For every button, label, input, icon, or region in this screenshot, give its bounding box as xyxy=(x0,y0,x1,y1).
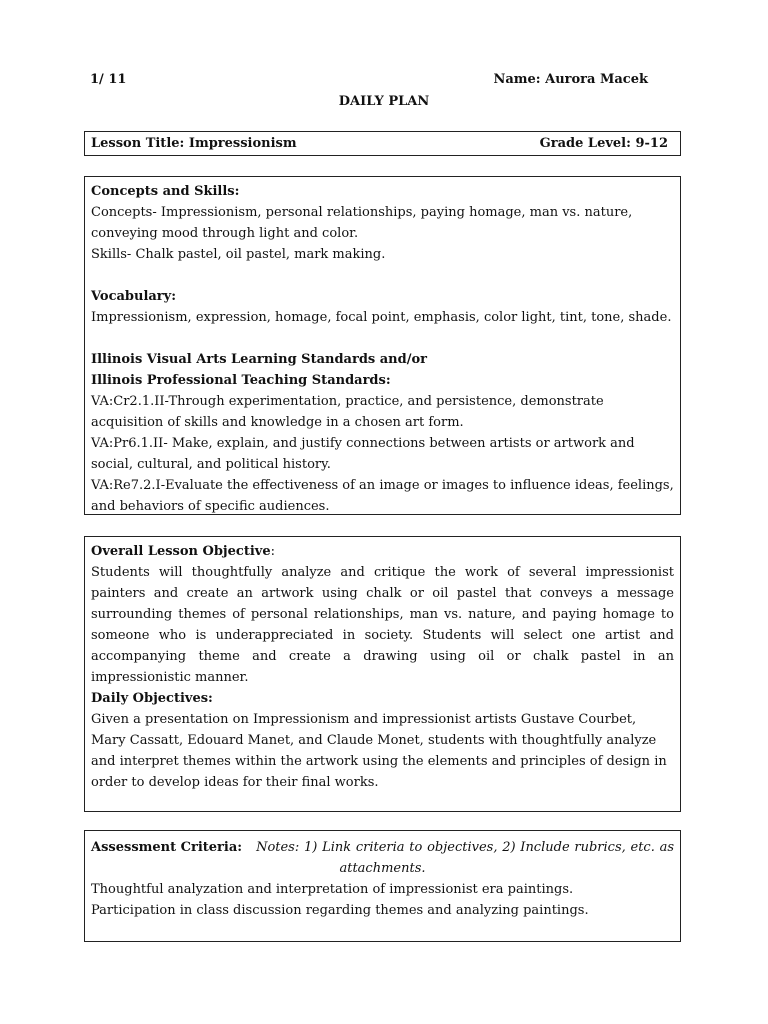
objective-line: accompanying theme and create a drawing using oil or chalk pastel in an xyxy=(91,649,674,664)
assessment-heading: Assessment Criteria: xyxy=(91,840,243,855)
vocabulary-heading: Vocabulary: xyxy=(91,289,177,304)
lesson-title-label: Lesson Title: xyxy=(91,136,185,151)
lesson-title-box xyxy=(84,131,681,156)
vocabulary-text: Impressionism, expression, homage, focal point, emphasis, color light, tint, tone, shade. xyxy=(91,310,672,325)
daily-objective-line: Mary Cassatt, Edouard Manet, and Claude Monet, students with thoughtfully analyze xyxy=(91,733,657,748)
objective-line: surrounding themes of personal relationships, man vs. nature, and paying homage to xyxy=(91,607,674,622)
skills-text: Skills- Chalk pastel, oil pastel, mark making. xyxy=(91,247,386,262)
concepts-heading: Concepts and Skills: xyxy=(91,184,240,199)
objective-line: impressionistic manner. xyxy=(91,670,249,685)
objective-heading-colon: : xyxy=(270,544,275,559)
assessment-notes-line1: Notes: 1) Link criteria to objectives, 2) Include rubrics, etc. as xyxy=(256,840,674,855)
objective-line: painters and create an artwork using chalk or oil pastel that conveys a message xyxy=(91,586,674,601)
concepts-box xyxy=(84,176,681,515)
grade-level-label: Grade Level: xyxy=(539,136,631,151)
assessment-box xyxy=(84,830,681,942)
standard-3-line2: and behaviors of specific audiences. xyxy=(91,499,330,514)
concepts-text-line2: conveying mood through light and color. xyxy=(91,226,359,241)
assessment-notes-line2: attachments. xyxy=(339,861,426,876)
author-name xyxy=(493,72,648,87)
lesson-title xyxy=(91,136,297,151)
name-value: Aurora Macek xyxy=(545,72,648,87)
objective-heading xyxy=(91,541,674,562)
daily-objective-line: Given a presentation on Impressionism and impressionist artists Gustave Courbet, xyxy=(91,712,637,727)
page-number: 1/ 11 xyxy=(90,72,127,87)
standard-3-line1: VA:Re7.2.I-Evaluate the effectiveness of an image or images to influence ideas, feelings, xyxy=(91,478,674,493)
document-title: DAILY PLAN xyxy=(338,94,430,109)
standards-heading-line1: Illinois Visual Arts Learning Standards and/or xyxy=(91,352,427,367)
objective-line: someone who is underappreciated in society. Students will select one artist and xyxy=(91,628,674,643)
objective-box xyxy=(84,536,681,812)
standard-1-line1: VA:Cr2.1.II-Through experimentation, practice, and persistence, demonstrate xyxy=(91,394,604,409)
grade-level-value: 9-12 xyxy=(635,136,668,151)
spacer xyxy=(91,265,674,286)
objective-line: Students will thoughtfully analyze and critique the work of several impressionist xyxy=(91,565,674,580)
daily-objectives-heading: Daily Objectives: xyxy=(91,691,213,706)
concepts-text-line1: Concepts- Impressionism, personal relationships, paying homage, man vs. nature, xyxy=(91,205,633,220)
standard-2-line2: social, cultural, and political history. xyxy=(91,457,331,472)
standard-2-line1: VA:Pr6.1.II- Make, explain, and justify connections between artists or artwork and xyxy=(91,436,635,451)
standard-1-line2: acquisition of skills and knowledge in a chosen art form. xyxy=(91,415,464,430)
daily-objective-line: and interpret themes within the artwork using the elements and principles of design in xyxy=(91,754,667,769)
assessment-criteria-2: Participation in class discussion regarding themes and analyzing paintings. xyxy=(91,903,589,918)
name-label: Name: xyxy=(493,72,541,87)
lesson-title-value: Impressionism xyxy=(188,136,297,151)
standards-heading-line2: Illinois Professional Teaching Standards: xyxy=(91,373,391,388)
assessment-header xyxy=(91,837,674,858)
objective-heading-text: Overall Lesson Objective xyxy=(91,544,271,559)
assessment-criteria-1: Thoughtful analyzation and interpretation of impressionist era paintings. xyxy=(91,882,574,897)
daily-objective-line: order to develop ideas for their final works. xyxy=(91,775,379,790)
spacer xyxy=(91,328,674,349)
grade-level xyxy=(540,136,668,151)
header-row xyxy=(90,72,650,90)
